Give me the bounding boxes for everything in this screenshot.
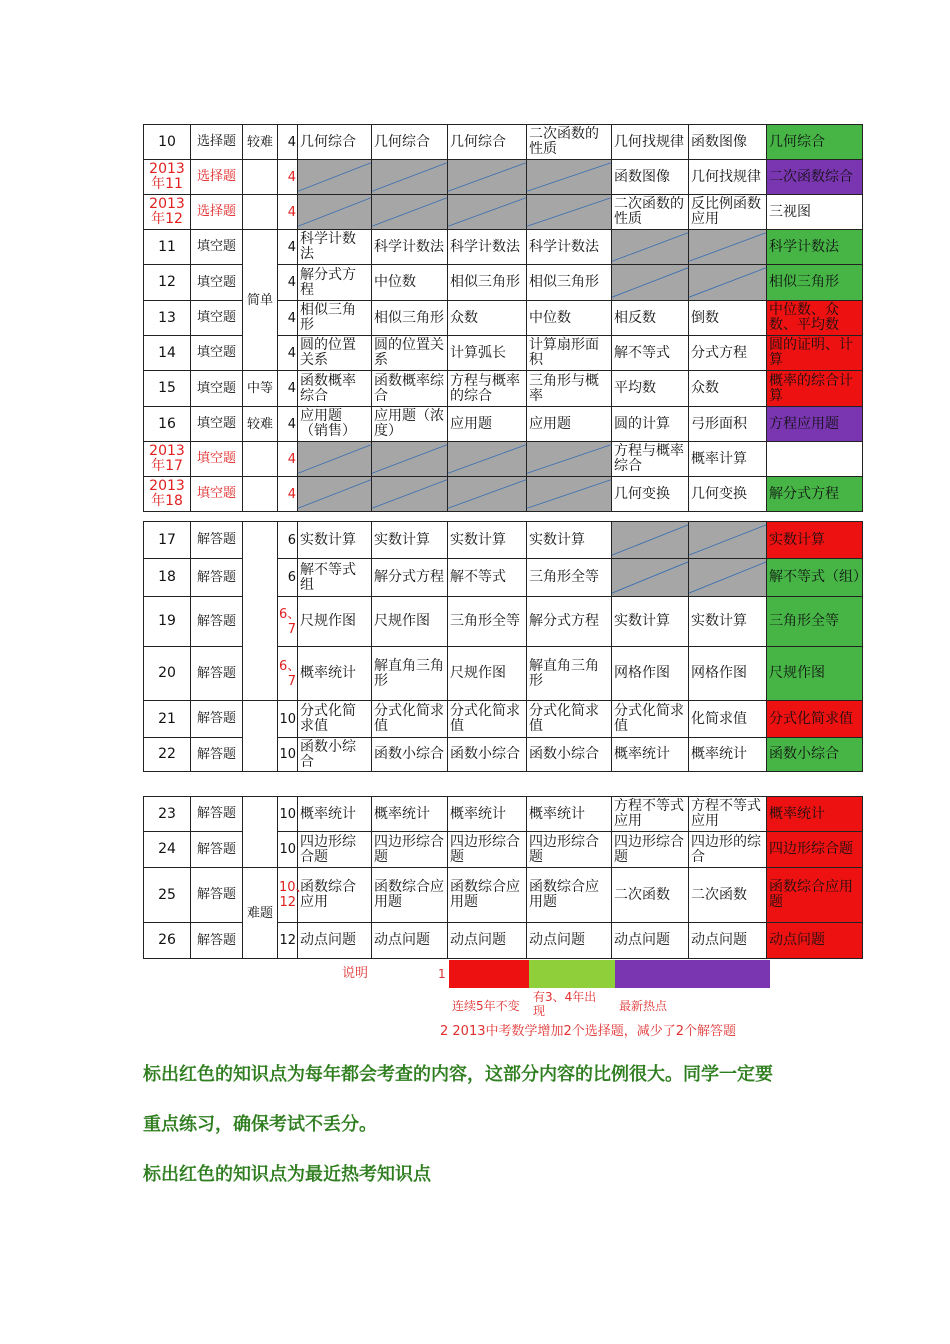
question-number-cell: 17: [144, 522, 191, 559]
empty-cell: [689, 265, 767, 301]
empty-cell: [448, 442, 527, 477]
question-number-cell: 25: [144, 868, 191, 923]
summary-topic-cell: 动点问题: [767, 923, 863, 959]
empty-cell: [527, 442, 612, 477]
difficulty-cell: [243, 797, 278, 868]
topic-cell-year5: 概率统计: [612, 738, 689, 772]
empty-cell: [689, 559, 767, 597]
topic-cell-year2: 尺规作图: [372, 597, 448, 647]
table-row: [144, 160, 863, 195]
empty-cell: [689, 522, 767, 559]
table-row: [144, 522, 863, 559]
paragraph-2: 重点练习，确保考试不丢分。: [143, 1114, 377, 1135]
question-number-cell: 23: [144, 797, 191, 832]
summary-topic-cell: 解分式方程: [767, 477, 863, 512]
topic-cell-year6: 众数: [689, 371, 767, 407]
topic-cell-year6: 动点问题: [689, 923, 767, 959]
empty-cell: [527, 195, 612, 230]
topic-cell-year4: 三角形与概率: [527, 371, 612, 407]
topic-cell-year6: 概率计算: [689, 442, 767, 477]
topic-cell-year4: 实数计算: [527, 522, 612, 559]
empty-cell: [372, 160, 448, 195]
topic-cell-year2: 四边形综合题: [372, 832, 448, 868]
table-row: [144, 195, 863, 230]
topic-cell-year3: 三角形全等: [448, 597, 527, 647]
question-type-cell: 解答题: [191, 647, 243, 701]
topic-cell-year5: 几何变换: [612, 477, 689, 512]
summary-topic-cell: 解不等式（组）: [767, 559, 863, 597]
empty-cell: [372, 442, 448, 477]
exam-table-part3: [143, 796, 863, 959]
question-type-cell: 解答题: [191, 797, 243, 832]
topic-cell-year2: 函数概率综合: [372, 371, 448, 407]
topic-cell-year2: 分式化简求值: [372, 701, 448, 738]
score-cell: 10: [278, 738, 298, 772]
summary-topic-cell: 概率的综合计算: [767, 371, 863, 407]
question-type-cell: 解答题: [191, 522, 243, 559]
empty-cell: [527, 160, 612, 195]
question-type-cell: 填空题: [191, 371, 243, 407]
topic-cell-year2: 函数综合应用题: [372, 868, 448, 923]
question-number-cell: 2013年17: [144, 442, 191, 477]
topic-cell-year1: 动点问题: [298, 923, 372, 959]
topic-cell-year6: 几何找规律: [689, 160, 767, 195]
question-number-cell: 13: [144, 301, 191, 336]
question-type-cell: 填空题: [191, 407, 243, 442]
score-cell: 4: [278, 125, 298, 160]
question-type-cell: 解答题: [191, 701, 243, 738]
topic-cell-year5: 四边形综合题: [612, 832, 689, 868]
topic-cell-year3: 分式化简求值: [448, 701, 527, 738]
topic-cell-year1: 尺规作图: [298, 597, 372, 647]
topic-cell-year1: 相似三角形: [298, 301, 372, 336]
question-number-cell: 21: [144, 701, 191, 738]
summary-topic-cell: 概率统计: [767, 797, 863, 832]
difficulty-cell: [243, 160, 278, 195]
topic-cell-year3: 尺规作图: [448, 647, 527, 701]
score-cell: 4: [278, 442, 298, 477]
empty-cell: [298, 160, 372, 195]
question-number-cell: 18: [144, 559, 191, 597]
question-number-cell: 12: [144, 265, 191, 301]
difficulty-cell: 难题: [243, 868, 278, 959]
difficulty-cell: 中等: [243, 371, 278, 407]
difficulty-cell: [243, 522, 278, 701]
score-cell: 6: [278, 522, 298, 559]
topic-cell-year3: 四边形综合题: [448, 832, 527, 868]
summary-topic-cell: 四边形综合题: [767, 832, 863, 868]
summary-topic-cell: 函数小综合: [767, 738, 863, 772]
empty-cell: [612, 265, 689, 301]
topic-cell-year5: 圆的计算: [612, 407, 689, 442]
summary-topic-cell: 尺规作图: [767, 647, 863, 701]
empty-cell: [298, 195, 372, 230]
legend-red-swatch: [449, 960, 529, 988]
question-number-cell: 22: [144, 738, 191, 772]
question-number-cell: 24: [144, 832, 191, 868]
topic-cell-year3: 函数综合应用题: [448, 868, 527, 923]
legend-purple-label: 最新热点: [619, 999, 668, 1013]
topic-cell-year4: 三角形全等: [527, 559, 612, 597]
topic-cell-year6: 方程不等式应用: [689, 797, 767, 832]
question-number-cell: 10: [144, 125, 191, 160]
topic-cell-year5: 网格作图: [612, 647, 689, 701]
topic-cell-year1: 函数小综合: [298, 738, 372, 772]
exam-table-part1: [143, 124, 863, 512]
empty-cell: [372, 477, 448, 512]
table-row: [144, 371, 863, 407]
score-cell: 10: [278, 701, 298, 738]
topic-cell-year3: 方程与概率的综合: [448, 371, 527, 407]
summary-topic-cell: 实数计算: [767, 522, 863, 559]
topic-cell-year2: 解直角三角形: [372, 647, 448, 701]
topic-cell-year5: 分式化简求值: [612, 701, 689, 738]
topic-cell-year4: 计算扇形面积: [527, 336, 612, 371]
summary-topic-cell: 中位数、众数、平均数: [767, 301, 863, 336]
empty-cell: [612, 522, 689, 559]
question-number-cell: 16: [144, 407, 191, 442]
topic-cell-year2: 概率统计: [372, 797, 448, 832]
question-number-cell: 14: [144, 336, 191, 371]
summary-topic-cell: 几何综合: [767, 125, 863, 160]
question-type-cell: 解答题: [191, 597, 243, 647]
topic-cell-year6: 几何变换: [689, 477, 767, 512]
empty-cell: [298, 442, 372, 477]
question-type-cell: 填空题: [191, 301, 243, 336]
legend-number: 1: [438, 967, 446, 981]
topic-cell-year3: 实数计算: [448, 522, 527, 559]
topic-cell-year6: 反比例函数应用: [689, 195, 767, 230]
question-type-cell: 解答题: [191, 868, 243, 923]
summary-topic-cell: 圆的证明、计算: [767, 336, 863, 371]
score-cell: 10、12: [278, 868, 298, 923]
question-type-cell: 解答题: [191, 923, 243, 959]
topic-cell-year1: 分式化简求值: [298, 701, 372, 738]
empty-cell: [689, 230, 767, 265]
question-number-cell: 20: [144, 647, 191, 701]
score-cell: 4: [278, 407, 298, 442]
empty-cell: [298, 477, 372, 512]
topic-cell-year5: 平均数: [612, 371, 689, 407]
score-cell: 4: [278, 301, 298, 336]
summary-topic-cell: 三视图: [767, 195, 863, 230]
score-cell: 6、7: [278, 597, 298, 647]
empty-cell: [612, 559, 689, 597]
topic-cell-year2: 解分式方程: [372, 559, 448, 597]
summary-topic-cell: 方程应用题: [767, 407, 863, 442]
topic-cell-year2: 函数小综合: [372, 738, 448, 772]
question-type-cell: 解答题: [191, 832, 243, 868]
summary-topic-cell: 二次函数综合: [767, 160, 863, 195]
topic-cell-year5: 方程不等式应用: [612, 797, 689, 832]
table-row: [144, 797, 863, 832]
topic-cell-year5: 相反数: [612, 301, 689, 336]
score-cell: 6: [278, 559, 298, 597]
paragraph-1: 标出红色的知识点为每年都会考查的内容，这部分内容的比例很大。同学一定要: [143, 1064, 773, 1085]
question-number-cell: 2013年12: [144, 195, 191, 230]
topic-cell-year3: 解不等式: [448, 559, 527, 597]
question-number-cell: 26: [144, 923, 191, 959]
summary-topic-cell: 三角形全等: [767, 597, 863, 647]
topic-cell-year4: 分式化简求值: [527, 701, 612, 738]
score-cell: 4: [278, 265, 298, 301]
legend-purple-swatch: [615, 960, 770, 988]
empty-cell: [448, 195, 527, 230]
topic-cell-year3: 计算弧长: [448, 336, 527, 371]
legend-title: 说明: [342, 966, 369, 981]
topic-cell-year2: 动点问题: [372, 923, 448, 959]
topic-cell-year4: 科学计数法: [527, 230, 612, 265]
topic-cell-year4: 二次函数的性质: [527, 125, 612, 160]
topic-cell-year5: 二次函数的性质: [612, 195, 689, 230]
question-number-cell: 2013年11: [144, 160, 191, 195]
legend-green-swatch: [529, 960, 615, 988]
summary-topic-cell: 相似三角形: [767, 265, 863, 301]
question-type-cell: 选择题: [191, 160, 243, 195]
difficulty-cell: [243, 442, 278, 477]
score-cell: 4: [278, 477, 298, 512]
topic-cell-year3: 函数小综合: [448, 738, 527, 772]
paragraph-3: 标出红色的知识点为最近热考知识点: [143, 1164, 431, 1185]
topic-cell-year1: 解不等式组: [298, 559, 372, 597]
topic-cell-year2: 圆的位置关系: [372, 336, 448, 371]
topic-cell-year5: 函数图像: [612, 160, 689, 195]
topic-cell-year3: 相似三角形: [448, 265, 527, 301]
difficulty-cell: [243, 701, 278, 772]
question-type-cell: 填空题: [191, 265, 243, 301]
topic-cell-year6: 分式方程: [689, 336, 767, 371]
topic-cell-year1: 函数概率综合: [298, 371, 372, 407]
topic-cell-year5: 实数计算: [612, 597, 689, 647]
legend-note: 2 2013中考数学增加2个选择题，减少了2个解答题: [440, 1024, 737, 1039]
table-row: [144, 407, 863, 442]
table-row: [144, 230, 863, 265]
topic-cell-year1: 概率统计: [298, 647, 372, 701]
topic-cell-year5: 方程与概率综合: [612, 442, 689, 477]
summary-topic-cell: 科学计数法: [767, 230, 863, 265]
topic-cell-year1: 实数计算: [298, 522, 372, 559]
topic-cell-year5: 解不等式: [612, 336, 689, 371]
topic-cell-year1: 函数综合应用: [298, 868, 372, 923]
difficulty-cell: [243, 477, 278, 512]
table-row: [144, 701, 863, 738]
score-cell: 4: [278, 230, 298, 265]
empty-cell: [612, 230, 689, 265]
topic-cell-year6: 四边形的综合: [689, 832, 767, 868]
summary-topic-cell: 分式化简求值: [767, 701, 863, 738]
table-row: [144, 125, 863, 160]
summary-topic-cell: [767, 442, 863, 477]
topic-cell-year4: 四边形综合题: [527, 832, 612, 868]
summary-topic-cell: 函数综合应用题: [767, 868, 863, 923]
empty-cell: [527, 477, 612, 512]
topic-cell-year1: 科学计数法: [298, 230, 372, 265]
topic-cell-year4: 动点问题: [527, 923, 612, 959]
topic-cell-year3: 应用题: [448, 407, 527, 442]
topic-cell-year2: 实数计算: [372, 522, 448, 559]
score-cell: 4: [278, 336, 298, 371]
question-type-cell: 填空题: [191, 230, 243, 265]
topic-cell-year6: 概率统计: [689, 738, 767, 772]
topic-cell-year3: 概率统计: [448, 797, 527, 832]
topic-cell-year4: 函数综合应用题: [527, 868, 612, 923]
topic-cell-year2: 中位数: [372, 265, 448, 301]
topic-cell-year6: 二次函数: [689, 868, 767, 923]
topic-cell-year2: 应用题（浓度）: [372, 407, 448, 442]
question-type-cell: 选择题: [191, 125, 243, 160]
topic-cell-year5: 二次函数: [612, 868, 689, 923]
score-cell: 12: [278, 923, 298, 959]
difficulty-cell: 简单: [243, 230, 278, 371]
score-cell: 4: [278, 195, 298, 230]
topic-cell-year1: 概率统计: [298, 797, 372, 832]
topic-cell-year1: 四边形综合题: [298, 832, 372, 868]
topic-cell-year1: 圆的位置关系: [298, 336, 372, 371]
topic-cell-year3: 科学计数法: [448, 230, 527, 265]
table-row: [144, 477, 863, 512]
topic-cell-year6: 弓形面积: [689, 407, 767, 442]
empty-cell: [448, 160, 527, 195]
exam-table-part2: [143, 521, 867, 772]
legend-red-label: 连续5年不变: [452, 999, 520, 1013]
topic-cell-year4: 解分式方程: [527, 597, 612, 647]
question-type-cell: 填空题: [191, 442, 243, 477]
topic-cell-year4: 应用题: [527, 407, 612, 442]
topic-cell-year1: 几何综合: [298, 125, 372, 160]
topic-cell-year4: 概率统计: [527, 797, 612, 832]
question-type-cell: 选择题: [191, 195, 243, 230]
topic-cell-year2: 几何综合: [372, 125, 448, 160]
topic-cell-year4: 解直角三角形: [527, 647, 612, 701]
topic-cell-year6: 函数图像: [689, 125, 767, 160]
topic-cell-year6: 实数计算: [689, 597, 767, 647]
topic-cell-year5: 动点问题: [612, 923, 689, 959]
question-type-cell: 解答题: [191, 738, 243, 772]
question-number-cell: 15: [144, 371, 191, 407]
score-cell: 4: [278, 160, 298, 195]
topic-cell-year4: 函数小综合: [527, 738, 612, 772]
topic-cell-year5: 几何找规律: [612, 125, 689, 160]
table-row: [144, 442, 863, 477]
topic-cell-year6: 倒数: [689, 301, 767, 336]
score-cell: 10: [278, 832, 298, 868]
topic-cell-year3: 众数: [448, 301, 527, 336]
question-number-cell: 19: [144, 597, 191, 647]
question-number-cell: 2013年18: [144, 477, 191, 512]
topic-cell-year2: 科学计数法: [372, 230, 448, 265]
table-row: [144, 868, 863, 923]
score-cell: 4: [278, 371, 298, 407]
score-cell: 10: [278, 797, 298, 832]
topic-cell-year4: 相似三角形: [527, 265, 612, 301]
question-number-cell: 11: [144, 230, 191, 265]
legend-green-label: 有3、4年出现: [533, 990, 597, 1018]
empty-cell: [448, 477, 527, 512]
empty-cell: [372, 195, 448, 230]
question-type-cell: 填空题: [191, 336, 243, 371]
question-type-cell: 填空题: [191, 477, 243, 512]
topic-cell-year4: 中位数: [527, 301, 612, 336]
topic-cell-year3: 动点问题: [448, 923, 527, 959]
topic-cell-year3: 几何综合: [448, 125, 527, 160]
question-type-cell: 解答题: [191, 559, 243, 597]
difficulty-cell: [243, 195, 278, 230]
topic-cell-year1: 解分式方程: [298, 265, 372, 301]
topic-cell-year6: 网格作图: [689, 647, 767, 701]
topic-cell-year2: 相似三角形: [372, 301, 448, 336]
difficulty-cell: 较难: [243, 125, 278, 160]
difficulty-cell: 较难: [243, 407, 278, 442]
topic-cell-year1: 应用题（销售）: [298, 407, 372, 442]
score-cell: 6、7: [278, 647, 298, 701]
topic-cell-year6: 化简求值: [689, 701, 767, 738]
